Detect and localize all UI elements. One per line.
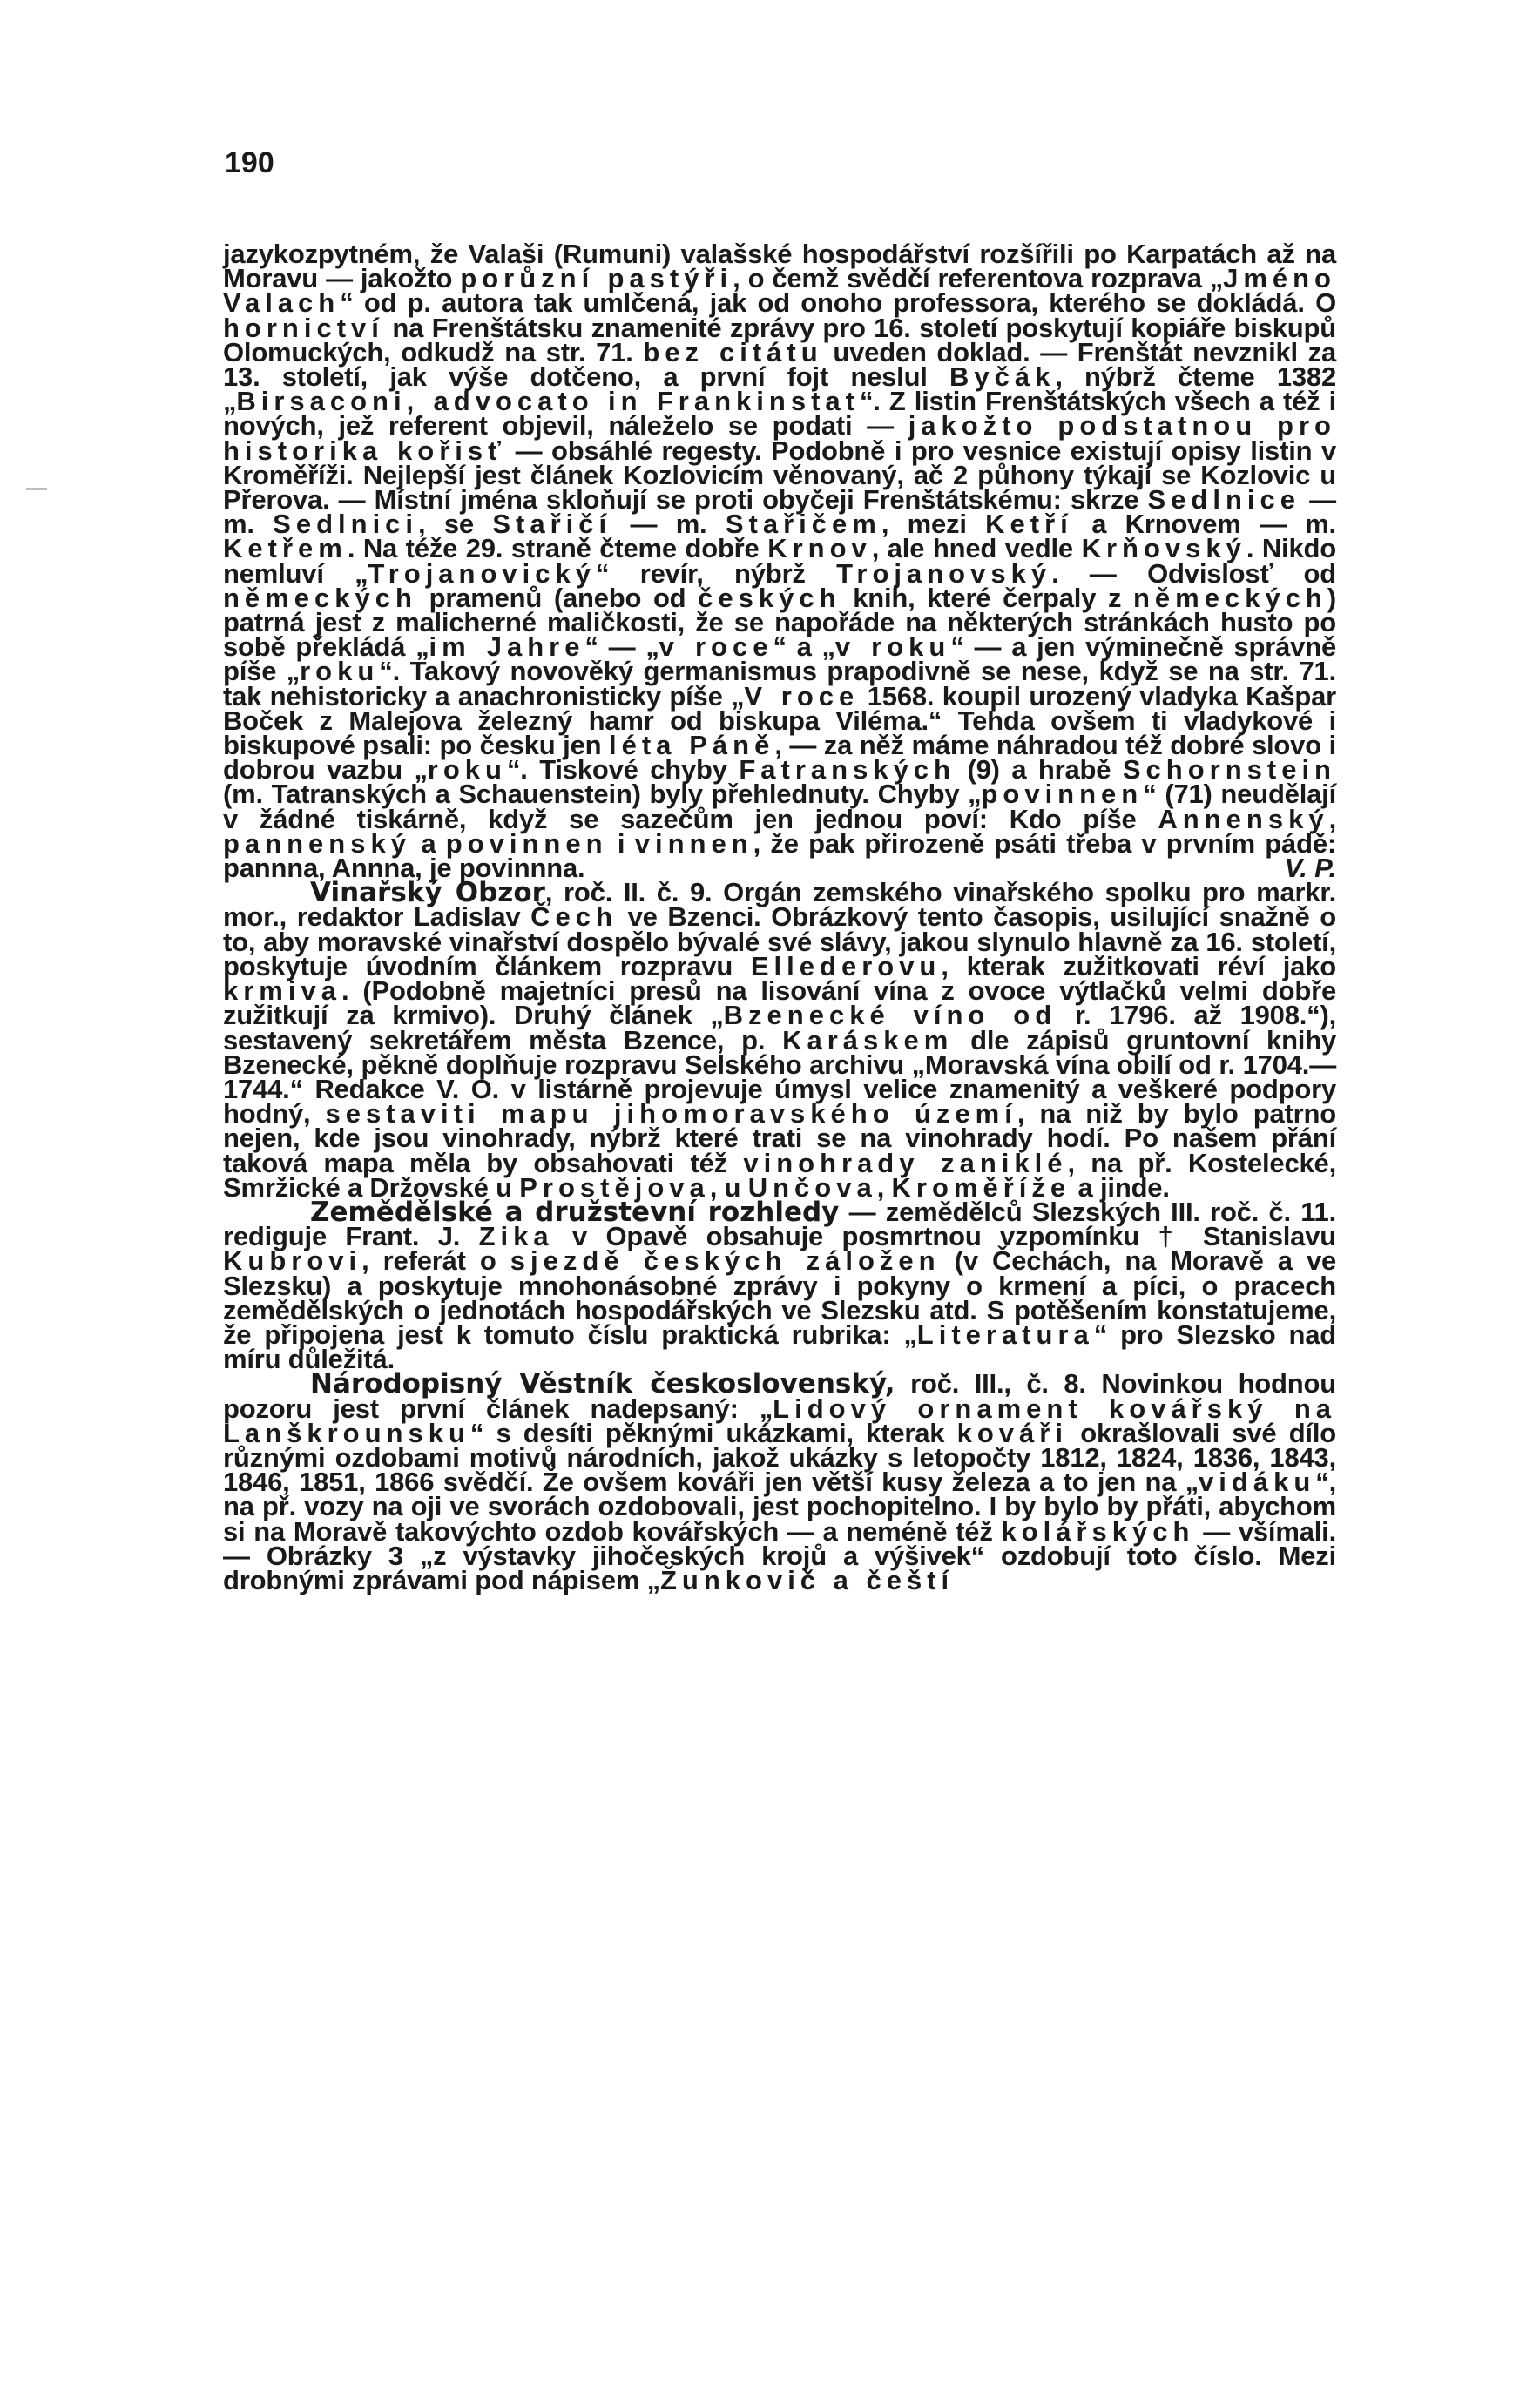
- text-run: “ (71) neudělají v žádné tiskárně, když se sazečům jen jednou poví: Kdo píše: [223, 779, 1336, 834]
- spaced-text: Ketří: [985, 509, 1073, 540]
- text-run: “ s desíti pěknými ukázkami, kterak: [469, 1417, 957, 1448]
- text-run: a jinde.: [1071, 1171, 1170, 1203]
- spaced-text: Čech: [530, 901, 618, 933]
- text-run: , referát o: [361, 1245, 510, 1277]
- spaced-text: kováři: [956, 1417, 1068, 1448]
- spaced-text: Sedlnici: [273, 509, 419, 540]
- paragraph-review-frenstat: [223, 239, 1337, 884]
- text-run: , kterak zužitkovati réví jako: [941, 950, 1336, 981]
- spaced-text: Sedlnice: [1147, 484, 1300, 516]
- text-run: — zemědělců Slezských III. roč. č. 11. rediguje Frant. J.: [223, 1196, 1336, 1252]
- spaced-text: im Jahre: [429, 631, 585, 663]
- spaced-text: v roce: [659, 631, 773, 663]
- spaced-text: Annenský: [1158, 803, 1329, 834]
- spaced-text: jakožto podstatnou pro historika kořisť: [223, 410, 1336, 466]
- signature: V. P.: [1284, 853, 1336, 884]
- text-run: — m.: [223, 484, 1336, 540]
- text-run: r. 1796. až 1908.“), sestavený sekretářem města Bzence, p.: [223, 1000, 1336, 1056]
- text-run: okrašlovali své dílo různými ozdobami motivů národních, jakož ukázky s letopočty 1812, 1824, 1836, 1843, 1846, 1851, 1866 svědčí. Že ovšem kováři jen větší kusy železa a to jen na „: [223, 1417, 1336, 1498]
- text-run: — všímali. — Obrázky 3 „z výstavky jihočeských krojů a výšivek“ ozdobují toto číslo. Mezi drobnými zprávami pod nápisem „: [223, 1515, 1336, 1595]
- spaced-text: Krnov: [767, 533, 872, 564]
- text-run: , u: [709, 1171, 748, 1203]
- spaced-text: vinnen: [634, 827, 753, 859]
- text-run: ,: [876, 1171, 892, 1203]
- text-run: (m. Tatranských a Schauenstein) byly přehlednuty. Chyby „: [223, 779, 982, 810]
- spaced-text: vinohrady zaniklé: [743, 1147, 1068, 1178]
- text-run: , mezi: [881, 509, 986, 540]
- spaced-text: porůzní pastýři: [460, 263, 733, 294]
- spaced-text: Unčova: [747, 1171, 877, 1203]
- text-run: , na př. Kostelecké, Smržické a Držovské u: [223, 1147, 1336, 1203]
- spaced-text: Trojanovský: [836, 557, 1052, 589]
- spaced-text: Ketřem: [223, 533, 348, 564]
- text-run: , na niž by bylo patrno nejen, kde jsou vinohrady, nýbrž které trati se na vinohrady hodí. Po našem přání taková mapa měla by obsahovati též: [223, 1098, 1336, 1178]
- spaced-text: Žunkovič a čeští: [659, 1564, 955, 1595]
- journal-title: Zemědělské a družstevní rozhledy: [310, 1196, 840, 1228]
- spaced-text: německých: [223, 582, 417, 613]
- spaced-text: roku: [427, 754, 507, 786]
- text-run: ve Bzenci. Obrázkový tento časopis, usilující snažně o to, aby moravské vinařství dospělo bývalé své slávy, jakou slynulo hlavně za 16. století, poskytuje úvodním článkem rozpravu: [223, 901, 1336, 981]
- spaced-text: Stařičem: [725, 509, 881, 540]
- text-run: i: [607, 827, 635, 859]
- spaced-text: V roce: [744, 680, 860, 712]
- text-run: . Nikdo nemluví „: [223, 533, 1336, 589]
- text-run: , roč. II. č. 9. Orgán zemského vinařského spolku pro markr. mor., redaktor Ladislav: [223, 877, 1336, 933]
- spaced-text: Karáskem: [782, 1024, 954, 1056]
- text-run: . — Odvislosť od: [1051, 557, 1336, 589]
- text-run: “ a „: [773, 631, 835, 663]
- scan-edge-mark: [26, 488, 47, 490]
- text-run: “. Tiskové chyby: [506, 754, 740, 786]
- text-run: 1568. koupil urozený vladyka Kašpar Boček z Malejova železný hamr od biskupa Viléma.“ Tehda ovšem ti vladykové i biskupové psali: po česku jen: [223, 680, 1337, 761]
- text-run: a Krnovem — m.: [1072, 509, 1336, 540]
- text-run: dle zápisů gruntovní knihy Bzenecké, pěkně doplňuje rozpravu Selského archivu „Moravská vína obilí od r. 1704.—1744.“ Redakce V. O. v listárně projevuje úmysl velice znamenitý a veškeré podpory hodný,: [223, 1024, 1336, 1130]
- text-run: , ale hned vedle: [871, 533, 1082, 564]
- text-run: — m.: [611, 509, 726, 540]
- spaced-text: německých: [1132, 582, 1327, 613]
- spaced-text: bez citátu: [643, 336, 823, 368]
- text-run: , — za něž máme náhradou též dobré slovo i dobrou vazbu „: [223, 730, 1336, 786]
- text-run: (9) a hrabě: [955, 754, 1123, 786]
- text-run: (v Čechách, na Moravě a ve Slezsku) a poskytuje mnohonásobné zprávy i pokyny o krmení a píci, o pracech zemědělských o jednotách hospodářských ve Slezsku atd. S potěšením konstatujeme, že připojena jest k tomuto číslu praktická rubrika: „: [223, 1245, 1337, 1350]
- spaced-text: Kroměříže: [891, 1171, 1071, 1203]
- spaced-text: Krňovský: [1081, 533, 1246, 564]
- text-run: v Opavě obsahuje posmrtnou vzpomínku † Stanislavu: [553, 1221, 1336, 1252]
- text-run: “, na př. vozy na oji ve svorách ozdobovali, jest pochopitelno. I by bylo by přáti, abychom si na Moravě takovýchto ozdob kovářských — a neméně též: [223, 1467, 1336, 1547]
- text-run: knih, které čerpaly z: [841, 582, 1133, 613]
- text-run: “. Takový novověký germanismus prapodivně se nese, když se na str. 71. tak nehistoricky a anachronisticky píše „: [223, 656, 1336, 712]
- page-number: 190: [225, 146, 274, 179]
- text-run: . (Podobně majetníci presů na lisování vína z ovoce výtlačků velmi dobře zužitkují za krmivo). Druhý článek „: [223, 975, 1336, 1031]
- spaced-text: sjezdě českých záložen: [510, 1245, 941, 1277]
- text-run: “ pro Slezsko nad míru důležitá.: [223, 1319, 1336, 1375]
- text-run: na Frenštátsku znamenité zprávy pro 16. století poskytují kopiáře biskupů Olomuckých, odkudž na str. 71.: [223, 312, 1336, 368]
- spaced-text: krmiva: [223, 975, 341, 1007]
- text-run: a: [410, 827, 446, 859]
- spaced-text: pannenský: [223, 827, 411, 859]
- text-run: “ od p. autora tak umlčená, jak od onoho professora, kterého se dokládá. O: [340, 287, 1336, 319]
- text-run: roč. III., č. 8. Novinkou hodnou pozoru jest první článek nadepsaný: „: [223, 1368, 1336, 1424]
- spaced-text: Jméno Valach: [223, 263, 1336, 319]
- paragraph-vinarsky-obzor: [223, 877, 1336, 1203]
- paragraph-zemedelske-rozhledy: [223, 1196, 1337, 1375]
- text-run: “ revír, nýbrž: [596, 557, 837, 589]
- text-run: — obsáhlé regesty. Podobně i pro vesnice existují opisy listin v Kroměříži. Nejlepší jest článek Kozlovicím věnovaný, ač 2 půhony týkají se Kozlovic u Přerova. — Místní jména skloňují se proti obyčeji Frenštátskému: skrze: [223, 435, 1337, 516]
- text-run: ,: [1328, 803, 1336, 834]
- spaced-text: Literatura: [916, 1319, 1094, 1350]
- spaced-text: Zika: [478, 1221, 554, 1252]
- spaced-text: Trojanovický: [368, 557, 596, 589]
- spaced-text: Schornstein: [1122, 754, 1336, 786]
- spaced-text: kolářských: [1001, 1515, 1195, 1547]
- spaced-text: českých: [698, 582, 841, 613]
- text-run: “ — a jen výminečně správně píše „: [223, 631, 1336, 687]
- spaced-text: léta Páně: [608, 730, 775, 761]
- text-run: “. Z listin Frenštátských všech a též i nových, jež referent objevil, náleželo se podati —: [223, 386, 1336, 442]
- text-run: , že pak přirozeně psáti třeba v prvním pádě: pannna, Annna, je povinnna.: [223, 827, 1336, 884]
- text-run: , nýbrž čteme 1382 „: [223, 361, 1336, 417]
- spaced-text: Ellederovu: [750, 950, 942, 981]
- journal-title: Vinařský Obzor: [310, 877, 545, 909]
- text-run: , o čemž svědčí referentova rozprava „: [733, 263, 1224, 294]
- page-body: [223, 239, 1337, 1595]
- text-run: ) patrná jest z malicherné maličkosti, že se napořáde na některých stránkách husto po sobě překládá „: [223, 582, 1336, 663]
- spaced-text: sestaviti mapu jihomoravského území: [325, 1098, 1017, 1130]
- spaced-text: Prostějova: [519, 1171, 710, 1203]
- spaced-text: roku: [300, 656, 380, 687]
- text-run: . Na téže 29. straně čteme dobře: [347, 533, 768, 564]
- spaced-text: Birsaconi, advocato in Frankinstat: [236, 386, 860, 417]
- text-run: pramenů (anebo od: [416, 582, 699, 613]
- spaced-text: povinnen: [981, 779, 1144, 810]
- spaced-text: povinnen: [445, 827, 608, 859]
- text-run: uveden doklad. — Frenštát nevznikl za 13. století, jak výše dotčeno, a první fojt neslul: [223, 336, 1336, 393]
- spaced-text: vidáku: [1199, 1467, 1316, 1498]
- text-run: jazykozpytném, že Valaši (Rumuni) valašské hospodářství rozšířili po Karpatách až na Moravu — jakožto: [223, 239, 1336, 294]
- spaced-text: Stařičí: [492, 509, 612, 540]
- spaced-text: Lidový ornament kovářský na Lanškrounsku: [223, 1393, 1336, 1448]
- spaced-text: Fatranských: [739, 754, 956, 786]
- spaced-text: v roku: [834, 631, 951, 663]
- spaced-text: Byčák: [949, 361, 1056, 393]
- text-run: “ — „: [584, 631, 659, 663]
- paragraph-narodopisny-vestnik: [223, 1368, 1336, 1595]
- journal-title: Národopisný Věstník československý,: [310, 1368, 895, 1400]
- spaced-text: Bzenecké víno od: [723, 1000, 1057, 1031]
- spaced-text: Kubrovi: [223, 1245, 362, 1277]
- spaced-text: hornictví: [223, 312, 384, 343]
- text-run: , se: [418, 509, 493, 540]
